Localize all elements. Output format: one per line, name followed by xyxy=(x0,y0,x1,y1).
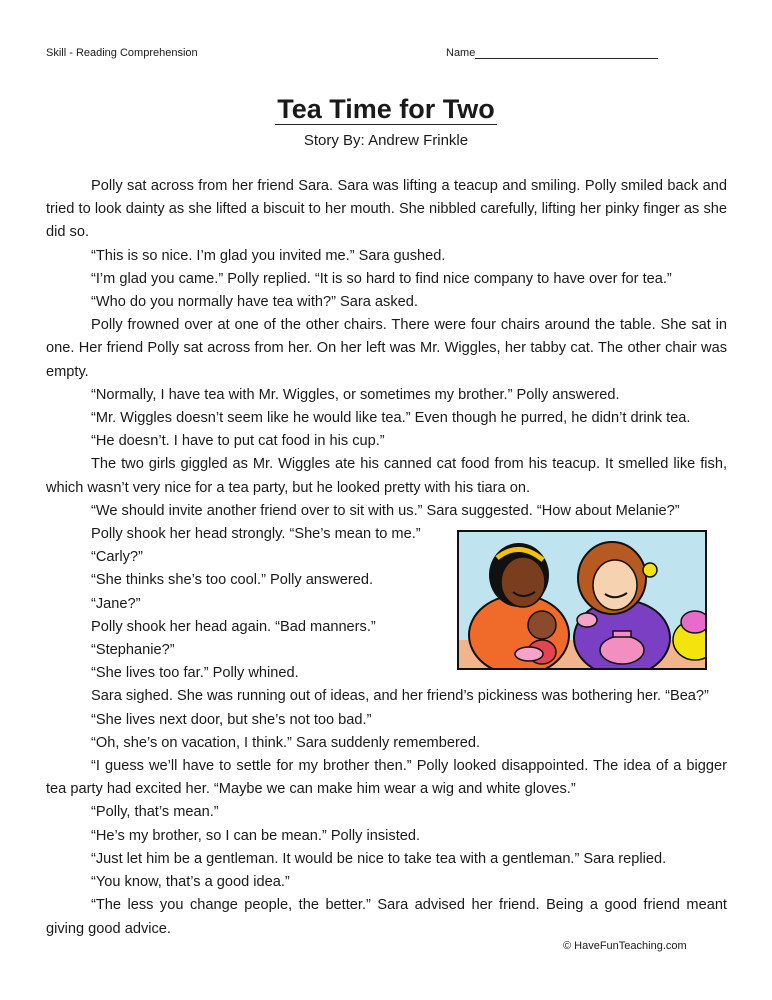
paragraph: “I guess we’ll have to settle for my brother then.” Polly looked disappointed. The idea of a bigger tea party had excited her. “Maybe we can make him wear a wig and white gloves.” xyxy=(46,758,727,798)
paragraph: “She thinks she’s too cool.” Polly answered. xyxy=(91,572,374,589)
story-body xyxy=(46,175,727,941)
paragraph: “We should invite another friend over to sit with us.” Sara suggested. “How about Melanie?” xyxy=(91,502,680,519)
paragraph: “Who do you normally have tea with?” Sara asked. xyxy=(91,294,418,311)
paragraph: Polly sat across from her friend Sara. Sara was lifting a teacup and smiling. Polly smiled back and tried to look dainty as she lifted a biscuit to her mouth. She nibbled carefully, lifting her pinky finger as she did so. xyxy=(46,178,727,241)
paragraph: “Oh, she’s on vacation, I think.” Sara suddenly remembered. xyxy=(91,734,481,751)
paragraph: “Mr. Wiggles doesn’t seem like he would like tea.” Even though he purred, he didn’t drink tea. xyxy=(91,410,691,427)
paragraph: “You know, that’s a good idea.” xyxy=(91,874,290,891)
paragraph: “She lives next door, but she’s not too bad.” xyxy=(91,711,372,728)
story-title-text: Tea Time for Two xyxy=(277,94,495,124)
paragraph: “Stephanie?” xyxy=(91,642,175,659)
paragraph: “This is so nice. I’m glad you invited me.” Sara gushed. xyxy=(91,247,446,264)
paragraph: Polly frowned over at one of the other chairs. There were four chairs around the table. She sat in one. Her friend Polly sat across from her. On her left was Mr. Wiggles, her tabby cat. The other chair was empty. xyxy=(46,317,727,380)
paragraph: The two girls giggled as Mr. Wiggles ate his canned cat food from his teacup. It smelled like fish, which wasn’t very nice for a tea party, but he looked pretty with his tiara on. xyxy=(46,456,727,496)
paragraph: “Jane?” xyxy=(91,595,141,612)
name-label: Name xyxy=(446,47,476,59)
story-byline: Story By: Andrew Frinkle xyxy=(303,132,469,149)
paragraph: “I’m glad you came.” Polly replied. “It is so hard to find nice company to have over for tea.” xyxy=(91,270,672,287)
story-title xyxy=(0,94,772,125)
paragraph: “The less you change people, the better.” Sara advised her friend. Being a good friend meant giving good advice. xyxy=(46,897,727,937)
paragraph: “He’s my brother, so I can be mean.” Polly insisted. xyxy=(91,827,421,844)
skill-label: Skill - Reading Comprehension xyxy=(46,47,198,59)
paragraph: “She lives too far.” Polly whined. xyxy=(91,665,299,682)
tea-party-illustration xyxy=(457,530,727,670)
tea-party-picture xyxy=(457,530,727,670)
paragraph: Polly shook her head strongly. “She’s mean to me.” xyxy=(91,526,421,543)
paragraph: “Carly?” xyxy=(91,549,143,566)
paragraph: “He doesn’t. I have to put cat food in his cup.” xyxy=(91,433,385,450)
paragraph: Polly shook her head again. “Bad manners.” xyxy=(91,618,376,635)
name-blank-line xyxy=(475,47,658,59)
paragraph: “Normally, I have tea with Mr. Wiggles, or sometimes my brother.” Polly answered. xyxy=(91,386,620,403)
name-field xyxy=(446,47,658,59)
copyright-footer: © HaveFunTeaching.com xyxy=(563,940,687,952)
paragraph: “Just let him be a gentleman. It would be nice to take tea with a gentleman.” Sara replied. xyxy=(91,850,667,867)
paragraph: Sara sighed. She was running out of ideas, and her friend’s pickiness was bothering her. “Bea?” xyxy=(91,688,709,705)
paragraph: “Polly, that’s mean.” xyxy=(91,804,219,821)
